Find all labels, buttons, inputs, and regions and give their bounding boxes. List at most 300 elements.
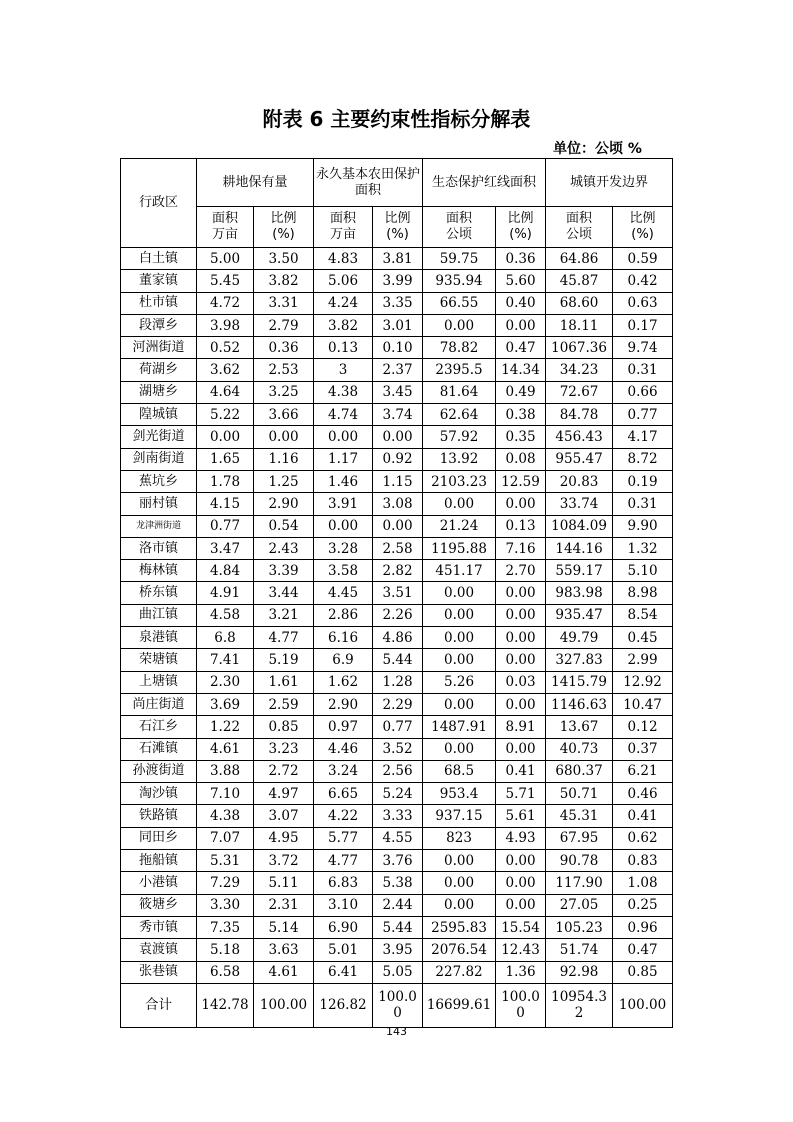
region-name: 泉港镇 — [121, 627, 197, 649]
table-cell: 0.00 — [423, 872, 496, 894]
total-cell: 100.00 — [613, 983, 673, 1027]
table-row — [121, 738, 673, 760]
region-name: 段潭乡 — [121, 314, 197, 336]
table-cell: 3.25 — [254, 381, 314, 403]
table-cell: 0.52 — [197, 337, 254, 359]
table-row — [121, 649, 673, 671]
table-cell: 9.74 — [613, 337, 673, 359]
table-cell: 6.21 — [613, 760, 673, 782]
table-cell: 2.59 — [254, 693, 314, 715]
table-cell: 456.43 — [546, 426, 613, 448]
region-name: 铁路镇 — [121, 805, 197, 827]
region-name: 杜市镇 — [121, 292, 197, 314]
region-name: 筱塘乡 — [121, 894, 197, 916]
table-cell: 5.77 — [314, 827, 373, 849]
table-row — [121, 716, 673, 738]
table-cell: 18.11 — [546, 314, 613, 336]
table-cell: 0.03 — [496, 671, 546, 693]
table-cell: 5.14 — [254, 916, 314, 938]
table-cell: 4.45 — [314, 582, 373, 604]
table-cell: 3.21 — [254, 604, 314, 626]
table-row — [121, 448, 673, 470]
table-cell: 0.00 — [314, 426, 373, 448]
table-cell: 4.74 — [314, 404, 373, 426]
table-cell: 3.99 — [373, 270, 423, 292]
region-name: 张巷镇 — [121, 961, 197, 983]
table-cell: 0.25 — [613, 894, 673, 916]
table-cell: 3.45 — [373, 381, 423, 403]
table-cell: 3.30 — [197, 894, 254, 916]
table-cell: 4.22 — [314, 805, 373, 827]
table-cell: 0.00 — [423, 314, 496, 336]
table-cell: 9.90 — [613, 515, 673, 537]
region-name: 剑南街道 — [121, 448, 197, 470]
table-cell: 0.31 — [613, 493, 673, 515]
table-row — [121, 537, 673, 559]
table-cell: 5.10 — [613, 560, 673, 582]
table-cell: 5.19 — [254, 649, 314, 671]
subheader-ratio: 比例 (%) — [254, 207, 314, 248]
table-cell: 5.45 — [197, 270, 254, 292]
table-cell: 3.28 — [314, 537, 373, 559]
table-cell: 3.35 — [373, 292, 423, 314]
region-name: 剑光街道 — [121, 426, 197, 448]
table-cell: 27.05 — [546, 894, 613, 916]
table-cell: 0.83 — [613, 850, 673, 872]
table-cell: 3.33 — [373, 805, 423, 827]
table-row — [121, 693, 673, 715]
table-cell: 4.97 — [254, 783, 314, 805]
table-cell: 3.98 — [197, 314, 254, 336]
table-cell: 0.85 — [254, 716, 314, 738]
table-cell: 0.00 — [496, 493, 546, 515]
table-cell: 2.79 — [254, 314, 314, 336]
table-cell: 2595.83 — [423, 916, 496, 938]
page-number: 143 — [386, 1025, 407, 1038]
table-cell: 3.74 — [373, 404, 423, 426]
table-cell: 2.43 — [254, 537, 314, 559]
table-cell: 5.26 — [423, 671, 496, 693]
table-cell: 2.90 — [254, 493, 314, 515]
table-cell: 49.79 — [546, 627, 613, 649]
table-cell: 2.44 — [373, 894, 423, 916]
table-cell: 7.35 — [197, 916, 254, 938]
table-cell: 15.54 — [496, 916, 546, 938]
table-cell: 3 — [314, 359, 373, 381]
total-cell: 142.78 — [197, 983, 254, 1027]
table-cell: 2103.23 — [423, 470, 496, 492]
region-name: 秀市镇 — [121, 916, 197, 938]
table-cell: 7.10 — [197, 783, 254, 805]
table-cell: 67.95 — [546, 827, 613, 849]
region-name: 小港镇 — [121, 872, 197, 894]
table-cell: 3.91 — [314, 493, 373, 515]
table-cell: 0.77 — [373, 716, 423, 738]
table-row — [121, 916, 673, 938]
table-cell: 1.17 — [314, 448, 373, 470]
table-cell: 3.08 — [373, 493, 423, 515]
region-name: 湖塘乡 — [121, 381, 197, 403]
table-cell: 117.90 — [546, 872, 613, 894]
header-basic-farmland: 永久基本农田保护面积 — [314, 159, 423, 207]
region-name: 袁渡镇 — [121, 939, 197, 961]
table-row — [121, 805, 673, 827]
table-cell: 2395.5 — [423, 359, 496, 381]
table-cell: 6.65 — [314, 783, 373, 805]
table-cell: 0.19 — [613, 470, 673, 492]
table-cell: 64.86 — [546, 248, 613, 270]
table-cell: 2.31 — [254, 894, 314, 916]
table-cell: 451.17 — [423, 560, 496, 582]
table-cell: 6.58 — [197, 961, 254, 983]
table-cell: 935.94 — [423, 270, 496, 292]
table-cell: 5.44 — [373, 916, 423, 938]
table-row — [121, 314, 673, 336]
table-cell: 0.54 — [254, 515, 314, 537]
table-cell: 823 — [423, 827, 496, 849]
table-cell: 4.83 — [314, 248, 373, 270]
table-cell: 0.00 — [423, 627, 496, 649]
table-cell: 5.44 — [373, 649, 423, 671]
table-cell: 0.47 — [496, 337, 546, 359]
table-cell: 6.90 — [314, 916, 373, 938]
table-row — [121, 426, 673, 448]
region-name: 石江乡 — [121, 716, 197, 738]
table-cell: 4.93 — [496, 827, 546, 849]
table-cell: 0.00 — [496, 693, 546, 715]
table-row — [121, 627, 673, 649]
region-name: 拖船镇 — [121, 850, 197, 872]
table-cell: 0.38 — [496, 404, 546, 426]
table-cell: 327.83 — [546, 649, 613, 671]
table-cell: 4.15 — [197, 493, 254, 515]
table-cell: 0.00 — [254, 426, 314, 448]
table-cell: 0.00 — [373, 426, 423, 448]
subheader-area: 面积 万亩 — [197, 207, 254, 248]
table-cell: 0.00 — [423, 649, 496, 671]
table-cell: 3.82 — [314, 314, 373, 336]
table-cell: 559.17 — [546, 560, 613, 582]
table-cell: 0.13 — [496, 515, 546, 537]
table-cell: 0.96 — [613, 916, 673, 938]
unit-label: 单位：公顷 % — [553, 141, 642, 157]
table-cell: 3.07 — [254, 805, 314, 827]
table-cell: 34.23 — [546, 359, 613, 381]
table-cell: 50.71 — [546, 783, 613, 805]
table-cell: 72.67 — [546, 381, 613, 403]
table-cell: 1.08 — [613, 872, 673, 894]
table-cell: 937.15 — [423, 805, 496, 827]
table-row — [121, 381, 673, 403]
table-cell: 0.00 — [423, 894, 496, 916]
table-cell: 2.99 — [613, 649, 673, 671]
table-cell: 3.81 — [373, 248, 423, 270]
table-cell: 2.90 — [314, 693, 373, 715]
table-cell: 1415.79 — [546, 671, 613, 693]
table-row — [121, 604, 673, 626]
table-row — [121, 582, 673, 604]
table-cell: 0.62 — [613, 827, 673, 849]
table-cell: 1.22 — [197, 716, 254, 738]
table-cell: 4.55 — [373, 827, 423, 849]
table-cell: 4.61 — [254, 961, 314, 983]
table-cell: 1.32 — [613, 537, 673, 559]
table-cell: 2.30 — [197, 671, 254, 693]
table-cell: 78.82 — [423, 337, 496, 359]
table-body — [121, 248, 673, 984]
subheader-area: 面积 公顷 — [423, 207, 496, 248]
table-cell: 1487.91 — [423, 716, 496, 738]
table-cell: 0.36 — [496, 248, 546, 270]
table-cell: 0.85 — [613, 961, 673, 983]
table-cell: 40.73 — [546, 738, 613, 760]
table-cell: 4.64 — [197, 381, 254, 403]
table-cell: 14.34 — [496, 359, 546, 381]
region-name: 曲江镇 — [121, 604, 197, 626]
table-cell: 1.62 — [314, 671, 373, 693]
table-cell: 10.47 — [613, 693, 673, 715]
table-cell: 680.37 — [546, 760, 613, 782]
table-cell: 4.61 — [197, 738, 254, 760]
table-cell: 0.37 — [613, 738, 673, 760]
table-cell: 20.83 — [546, 470, 613, 492]
table-cell: 6.9 — [314, 649, 373, 671]
table-cell: 0.00 — [423, 582, 496, 604]
subheader-ratio: 比例 (%) — [373, 207, 423, 248]
table-cell: 955.47 — [546, 448, 613, 470]
table-cell: 0.00 — [423, 693, 496, 715]
total-cell: 100.00 — [496, 983, 546, 1027]
table-cell: 7.16 — [496, 537, 546, 559]
table-cell: 2.82 — [373, 560, 423, 582]
table-cell: 3.01 — [373, 314, 423, 336]
region-name: 洛市镇 — [121, 537, 197, 559]
table-cell: 1.16 — [254, 448, 314, 470]
table-cell: 8.91 — [496, 716, 546, 738]
table-row — [121, 292, 673, 314]
table-cell: 4.38 — [314, 381, 373, 403]
table-cell: 0.08 — [496, 448, 546, 470]
indicator-table — [120, 158, 673, 1028]
table-row — [121, 470, 673, 492]
table-cell: 5.61 — [496, 805, 546, 827]
table-cell: 0.00 — [496, 627, 546, 649]
region-name: 董家镇 — [121, 270, 197, 292]
table-cell: 5.60 — [496, 270, 546, 292]
table-cell: 4.24 — [314, 292, 373, 314]
table-cell: 7.07 — [197, 827, 254, 849]
table-cell: 0.00 — [496, 649, 546, 671]
table-cell: 4.46 — [314, 738, 373, 760]
table-cell: 983.98 — [546, 582, 613, 604]
table-cell: 12.43 — [496, 939, 546, 961]
table-cell: 4.38 — [197, 805, 254, 827]
table-cell: 2.72 — [254, 760, 314, 782]
table-row — [121, 850, 673, 872]
header-region: 行政区 — [121, 159, 197, 248]
table-cell: 5.24 — [373, 783, 423, 805]
table-cell: 0.66 — [613, 381, 673, 403]
table-cell: 0.49 — [496, 381, 546, 403]
table-cell: 1195.88 — [423, 537, 496, 559]
table-cell: 12.59 — [496, 470, 546, 492]
region-name: 蕉坑乡 — [121, 470, 197, 492]
table-cell: 0.31 — [613, 359, 673, 381]
table-cell: 4.72 — [197, 292, 254, 314]
table-cell: 3.58 — [314, 560, 373, 582]
table-cell: 0.92 — [373, 448, 423, 470]
table-cell: 1.65 — [197, 448, 254, 470]
table-cell: 4.58 — [197, 604, 254, 626]
table-cell: 59.75 — [423, 248, 496, 270]
region-name: 同田乡 — [121, 827, 197, 849]
header-urban-boundary: 城镇开发边界 — [546, 159, 673, 207]
table-cell: 5.38 — [373, 872, 423, 894]
table-cell: 4.91 — [197, 582, 254, 604]
table-cell: 3.88 — [197, 760, 254, 782]
table-cell: 144.16 — [546, 537, 613, 559]
table-cell: 5.18 — [197, 939, 254, 961]
table-cell: 1084.09 — [546, 515, 613, 537]
region-name: 隍城镇 — [121, 404, 197, 426]
table-cell: 2.26 — [373, 604, 423, 626]
table-cell: 0.00 — [373, 515, 423, 537]
table-cell: 5.00 — [197, 248, 254, 270]
table-cell: 3.82 — [254, 270, 314, 292]
total-label: 合计 — [121, 983, 197, 1027]
table-cell: 66.55 — [423, 292, 496, 314]
table-cell: 21.24 — [423, 515, 496, 537]
table-row — [121, 404, 673, 426]
table-row — [121, 671, 673, 693]
table-cell: 935.47 — [546, 604, 613, 626]
table-cell: 0.00 — [197, 426, 254, 448]
table-cell: 33.74 — [546, 493, 613, 515]
table-cell: 0.47 — [613, 939, 673, 961]
table-cell: 1.78 — [197, 470, 254, 492]
table-cell: 81.64 — [423, 381, 496, 403]
subheader-ratio: 比例 (%) — [613, 207, 673, 248]
table-cell: 8.72 — [613, 448, 673, 470]
table-row — [121, 783, 673, 805]
region-name: 龙津洲街道 — [121, 515, 197, 537]
table-cell: 3.31 — [254, 292, 314, 314]
table-cell: 2.70 — [496, 560, 546, 582]
table-cell: 0.17 — [613, 314, 673, 336]
table-cell: 0.00 — [423, 850, 496, 872]
table-cell: 0.63 — [613, 292, 673, 314]
table-cell: 4.77 — [254, 627, 314, 649]
table-cell: 5.01 — [314, 939, 373, 961]
table-cell: 0.41 — [613, 805, 673, 827]
table-cell: 8.54 — [613, 604, 673, 626]
table-cell: 3.72 — [254, 850, 314, 872]
table-cell: 227.82 — [423, 961, 496, 983]
table-cell: 0.00 — [496, 894, 546, 916]
table-cell: 92.98 — [546, 961, 613, 983]
header-ecological-redline: 生态保护红线面积 — [423, 159, 546, 207]
table-cell: 0.41 — [496, 760, 546, 782]
table-cell: 3.44 — [254, 582, 314, 604]
table-cell: 0.36 — [254, 337, 314, 359]
table-cell: 4.86 — [373, 627, 423, 649]
table-row — [121, 827, 673, 849]
table-cell: 3.76 — [373, 850, 423, 872]
table-cell: 8.98 — [613, 582, 673, 604]
table-cell: 84.78 — [546, 404, 613, 426]
region-name: 丽村镇 — [121, 493, 197, 515]
table-cell: 0.59 — [613, 248, 673, 270]
table-cell: 13.92 — [423, 448, 496, 470]
total-cell: 100.00 — [254, 983, 314, 1027]
table-cell: 2.29 — [373, 693, 423, 715]
table-cell: 68.60 — [546, 292, 613, 314]
table-cell: 0.00 — [314, 515, 373, 537]
table-cell: 45.87 — [546, 270, 613, 292]
table-cell: 953.4 — [423, 783, 496, 805]
table-cell: 105.23 — [546, 916, 613, 938]
table-cell: 0.12 — [613, 716, 673, 738]
region-name: 桥东镇 — [121, 582, 197, 604]
region-name: 梅林镇 — [121, 560, 197, 582]
table-cell: 2.86 — [314, 604, 373, 626]
table-cell: 0.00 — [496, 872, 546, 894]
table-cell: 0.00 — [423, 493, 496, 515]
table-row — [121, 894, 673, 916]
table-cell: 3.63 — [254, 939, 314, 961]
table-cell: 1.36 — [496, 961, 546, 983]
table-cell: 1067.36 — [546, 337, 613, 359]
table-cell: 1.46 — [314, 470, 373, 492]
table-cell: 1.61 — [254, 671, 314, 693]
region-name: 淘沙镇 — [121, 783, 197, 805]
table-cell: 2.56 — [373, 760, 423, 782]
total-cell: 10954.32 — [546, 983, 613, 1027]
table-cell: 0.42 — [613, 270, 673, 292]
table-row — [121, 270, 673, 292]
table-cell: 5.11 — [254, 872, 314, 894]
table-cell: 0.00 — [496, 738, 546, 760]
subheader-area: 面积 万亩 — [314, 207, 373, 248]
table-cell: 0.00 — [423, 738, 496, 760]
table-cell: 68.5 — [423, 760, 496, 782]
region-name: 孙渡街道 — [121, 760, 197, 782]
table-cell: 5.31 — [197, 850, 254, 872]
table-cell: 0.00 — [496, 314, 546, 336]
table-cell: 3.66 — [254, 404, 314, 426]
table-cell: 1.28 — [373, 671, 423, 693]
table-cell: 7.41 — [197, 649, 254, 671]
table-row — [121, 337, 673, 359]
table-cell: 12.92 — [613, 671, 673, 693]
table-row — [121, 515, 673, 537]
table-cell: 4.95 — [254, 827, 314, 849]
region-name: 荷湖乡 — [121, 359, 197, 381]
table-cell: 0.10 — [373, 337, 423, 359]
table-cell: 51.74 — [546, 939, 613, 961]
region-name: 尚庄街道 — [121, 693, 197, 715]
table-cell: 4.84 — [197, 560, 254, 582]
table-cell: 3.39 — [254, 560, 314, 582]
table-cell: 4.17 — [613, 426, 673, 448]
table-cell: 90.78 — [546, 850, 613, 872]
table-row — [121, 939, 673, 961]
table-cell: 5.71 — [496, 783, 546, 805]
table-cell: 5.06 — [314, 270, 373, 292]
header-cultivated-land: 耕地保有量 — [197, 159, 314, 207]
table-cell: 7.29 — [197, 872, 254, 894]
region-name: 荣塘镇 — [121, 649, 197, 671]
